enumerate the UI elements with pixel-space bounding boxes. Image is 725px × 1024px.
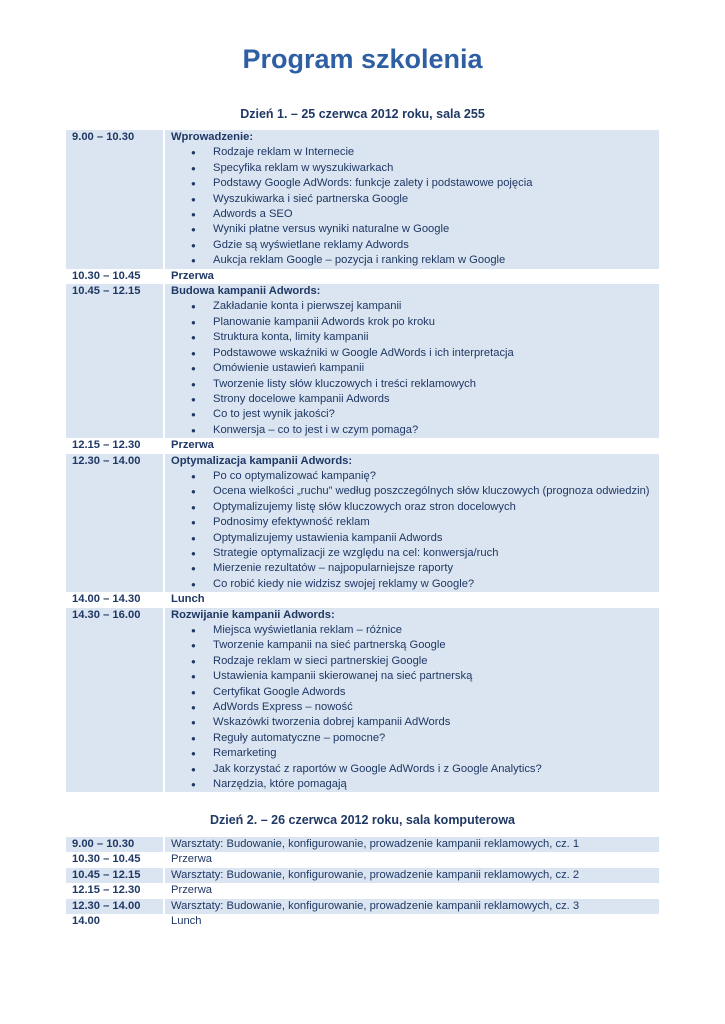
topic-item: ● Podnosimy efektywność reklam xyxy=(171,515,659,530)
topic-list xyxy=(171,145,659,268)
topic-item: ● Tworzenie listy słów kluczowych i treści reklamowych xyxy=(171,377,659,392)
time-cell: 10.45 – 12.15 xyxy=(66,284,165,438)
session-title: Lunch xyxy=(171,593,205,606)
schedule-row xyxy=(66,852,659,867)
topic-item: ● Optymalizujemy listę słów kluczowych oraz stron docelowych xyxy=(171,500,659,515)
topic-item: ● Adwords a SEO xyxy=(171,207,659,222)
schedule-row xyxy=(66,269,659,284)
session-cell xyxy=(165,608,659,793)
topic-item: ● Co robić kiedy nie widzisz swojej reklamy w Google? xyxy=(171,577,659,592)
session-title: Rozwijanie kampanii Adwords: xyxy=(171,608,335,621)
schedule-row xyxy=(66,899,659,914)
topic-item: ● Ustawienia kampanii skierowanej na sieć partnerską xyxy=(171,669,659,684)
topic-list xyxy=(171,299,659,438)
schedule-row xyxy=(66,868,659,883)
schedule-row xyxy=(66,837,659,852)
topic-item: ● Certyfikat Google Adwords xyxy=(171,685,659,700)
topic-item: ● Zakładanie konta i pierwszej kampanii xyxy=(171,299,659,314)
day1-schedule-table xyxy=(66,130,659,792)
topic-item: ● Narzędzia, które pomagają xyxy=(171,777,659,792)
session-cell xyxy=(165,592,659,607)
time-cell: 12.15 – 12.30 xyxy=(66,883,165,898)
time-cell: 10.45 – 12.15 xyxy=(66,868,165,883)
topic-item: ● Jak korzystać z raportów w Google AdWords i z Google Analytics? xyxy=(171,762,659,777)
session-cell xyxy=(165,438,659,453)
time-cell: 10.30 – 10.45 xyxy=(66,269,165,284)
topic-item: ● Wyniki płatne versus wyniki naturalne w Google xyxy=(171,222,659,237)
topic-item: ● Specyfika reklam w wyszukiwarkach xyxy=(171,161,659,176)
schedule-row xyxy=(66,592,659,607)
session-description: Przerwa xyxy=(165,883,659,898)
topic-item: ● Ocena wielkości „ruchu” według poszczególnych słów kluczowych (prognoza odwiedzin) xyxy=(171,484,659,499)
time-cell: 12.30 – 14.00 xyxy=(66,454,165,593)
topic-item: ● Struktura konta, limity kampanii xyxy=(171,330,659,345)
schedule-row xyxy=(66,608,659,793)
time-cell: 14.00 xyxy=(66,914,165,929)
topic-item: ● Miejsca wyświetlania reklam – różnice xyxy=(171,623,659,638)
schedule-row xyxy=(66,914,659,929)
day1-heading: Dzień 1. – 25 czerwca 2012 roku, sala 255 xyxy=(240,107,485,121)
topic-item: ● Remarketing xyxy=(171,746,659,761)
session-cell xyxy=(165,130,659,269)
topic-item: ● Aukcja reklam Google – pozycja i ranking reklam w Google xyxy=(171,253,659,268)
session-cell xyxy=(165,454,659,593)
topic-item: ● Po co optymalizować kampanię? xyxy=(171,469,659,484)
session-title: Optymalizacja kampanii Adwords: xyxy=(171,454,353,467)
time-cell: 10.30 – 10.45 xyxy=(66,852,165,867)
topic-item: ● Gdzie są wyświetlane reklamy Adwords xyxy=(171,238,659,253)
topic-item: ● Tworzenie kampanii na sieć partnerską Google xyxy=(171,638,659,653)
schedule-row xyxy=(66,454,659,593)
schedule-row xyxy=(66,284,659,438)
topic-item: ● Rodzaje reklam w Internecie xyxy=(171,145,659,160)
topic-item: ● Strony docelowe kampanii Adwords xyxy=(171,392,659,407)
session-title: Przerwa xyxy=(171,439,214,452)
session-cell xyxy=(165,284,659,438)
time-cell: 14.00 – 14.30 xyxy=(66,592,165,607)
topic-item: ● Konwersja – co to jest i w czym pomaga? xyxy=(171,423,659,438)
session-description: Warsztaty: Budowanie, konfigurowanie, prowadzenie kampanii reklamowych, cz. 2 xyxy=(165,868,659,883)
day2-heading: Dzień 2. – 26 czerwca 2012 roku, sala komputerowa xyxy=(209,813,515,827)
topic-item: ● Strategie optymalizacji ze względu na cel: konwersja/ruch xyxy=(171,546,659,561)
topic-item: ● Podstawy Google AdWords: funkcje zalety i podstawowe pojęcia xyxy=(171,176,659,191)
session-title: Budowa kampanii Adwords: xyxy=(171,285,321,298)
schedule-row xyxy=(66,883,659,898)
topic-list xyxy=(171,623,659,792)
topic-item: ● Omówienie ustawień kampanii xyxy=(171,361,659,376)
topic-item: ● Reguły automatyczne – pomocne? xyxy=(171,731,659,746)
day2-schedule-table xyxy=(66,837,659,929)
session-description: Lunch xyxy=(165,914,659,929)
schedule-row xyxy=(66,130,659,269)
session-description: Warsztaty: Budowanie, konfigurowanie, prowadzenie kampanii reklamowych, cz. 3 xyxy=(165,899,659,914)
page-title: Program szkolenia xyxy=(242,44,483,74)
session-title: Wprowadzenie: xyxy=(171,131,254,143)
time-cell: 14.30 – 16.00 xyxy=(66,608,165,793)
schedule-row xyxy=(66,438,659,453)
topic-item: ● Planowanie kampanii Adwords krok po kroku xyxy=(171,315,659,330)
time-cell: 9.00 – 10.30 xyxy=(66,837,165,852)
topic-item: ● Rodzaje reklam w sieci partnerskiej Google xyxy=(171,654,659,669)
topic-item: ● Optymalizujemy ustawienia kampanii Adwords xyxy=(171,531,659,546)
topic-item: ● Wskazówki tworzenia dobrej kampanii AdWords xyxy=(171,715,659,730)
time-cell: 12.15 – 12.30 xyxy=(66,438,165,453)
time-cell: 9.00 – 10.30 xyxy=(66,130,165,269)
session-title: Przerwa xyxy=(171,269,214,282)
session-cell xyxy=(165,269,659,284)
topic-item: ● Co to jest wynik jakości? xyxy=(171,407,659,422)
topic-item: ● Mierzenie rezultatów – najpopularniejsze raporty xyxy=(171,561,659,576)
session-description: Warsztaty: Budowanie, konfigurowanie, prowadzenie kampanii reklamowych, cz. 1 xyxy=(165,837,659,852)
topic-item: ● Wyszukiwarka i sieć partnerska Google xyxy=(171,192,659,207)
session-description: Przerwa xyxy=(165,852,659,867)
topic-list xyxy=(171,469,659,592)
topic-item: ● Podstawowe wskaźniki w Google AdWords i ich interpretacja xyxy=(171,346,659,361)
time-cell: 12.30 – 14.00 xyxy=(66,899,165,914)
topic-item: ● AdWords Express – nowość xyxy=(171,700,659,715)
